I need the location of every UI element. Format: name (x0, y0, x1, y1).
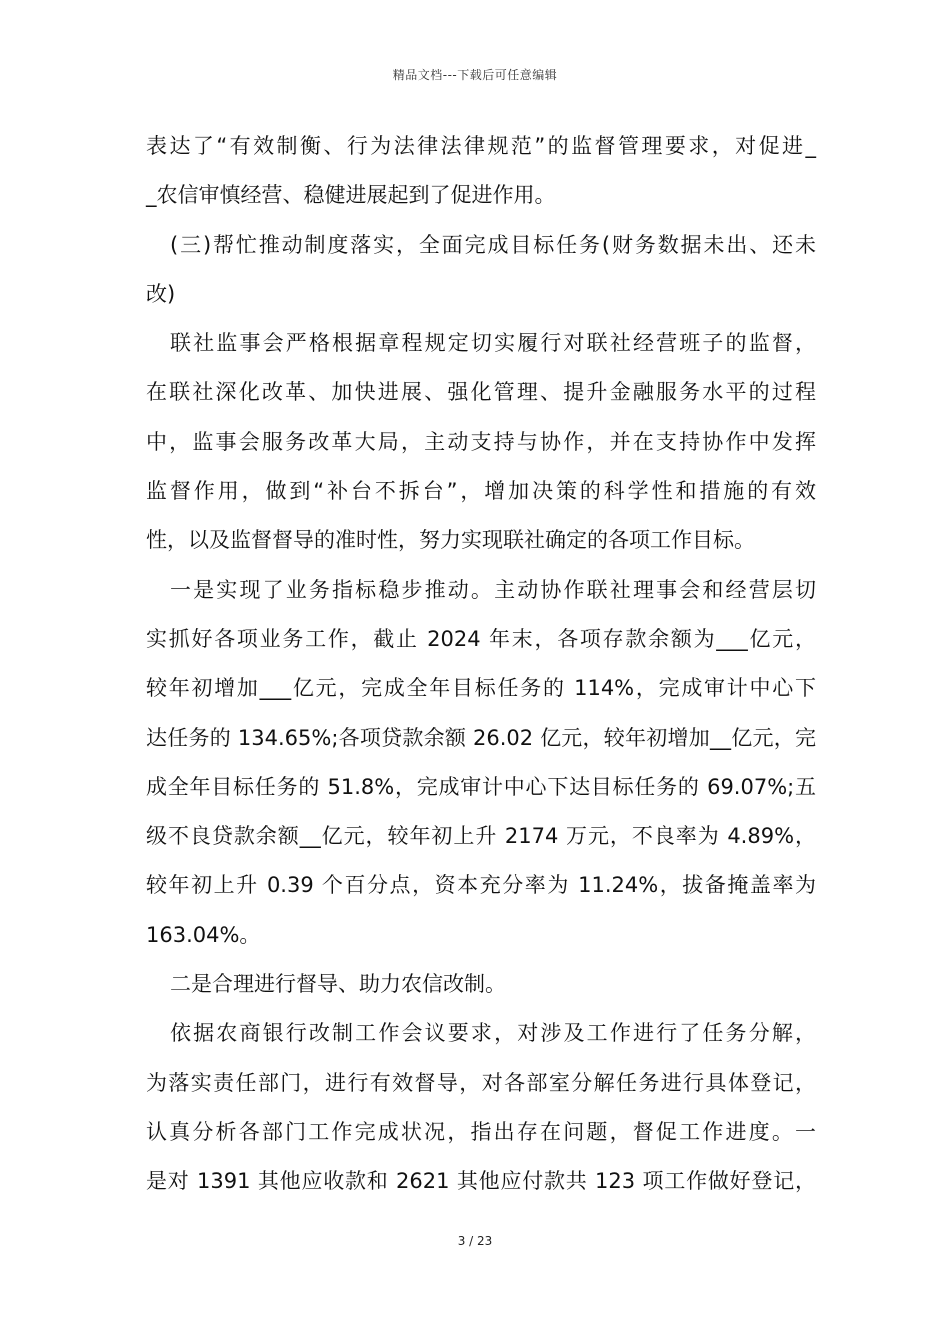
text-line: 监督作用，做到“补台不拆台”，增加决策的科学性和措施的有效 (146, 479, 816, 504)
page-header: 精品文档---下载后可任意编辑 (392, 68, 558, 82)
text-line: 依据农商银行改制工作会议要求，对涉及工作进行了任务分解， (170, 1021, 816, 1046)
text-line: 较年初上升 0.39 个百分点，资本充分率为 11.24%，拔备掩盖率为 (146, 873, 816, 898)
text-line: _农信审慎经营、稳健进展起到了促进作用。 (146, 183, 556, 208)
section-heading-line: 改) (146, 281, 176, 306)
text-line: 认真分析各部门工作完成状况，指出存在问题，督促工作进度。一 (146, 1119, 816, 1144)
section-heading-line: (三)帮忙推动制度落实，全面完成目标任务(财务数据未出、还未 (170, 232, 816, 257)
text-line: 成全年目标任务的 51.8%，完成审计中心下达目标任务的 69.07%;五 (146, 774, 816, 799)
page-number: 3 / 23 (457, 1234, 493, 1248)
text-line: 中，监事会服务改革大局，主动支持与协作，并在支持协作中发挥 (146, 429, 816, 454)
text-line: 级不良贷款余额__亿元，较年初上升 2174 万元，不良率为 4.89%， (146, 824, 816, 849)
text-line: 是对 1391 其他应收款和 2621 其他应付款共 123 项工作做好登记， (146, 1169, 816, 1194)
text-line: 达任务的 134.65%;各项贷款余额 26.02 亿元，较年初增加__亿元，完 (146, 725, 816, 750)
text-line: 在联社深化改革、加快进展、强化管理、提升金融服务水平的过程 (146, 380, 816, 405)
document-body (146, 132, 816, 1217)
text-line: 性，以及监督督导的准时性，努力实现联社确定的各项工作目标。 (146, 528, 755, 553)
text-line: 联社监事会严格根据章程规定切实履行对联社经营班子的监督， (170, 331, 816, 356)
text-line: 较年初增加___亿元，完成全年目标任务的 114%，完成审计中心下 (146, 676, 816, 701)
text-line: 二是合理进行督导、助力农信改制。 (170, 972, 506, 997)
text-line: 表达了“有效制衡、行为法律法律规范”的监督管理要求，对促进_ (146, 134, 816, 158)
text-line: 为落实责任部门，进行有效督导，对各部室分解任务进行具体登记， (146, 1070, 816, 1095)
text-line: 实抓好各项业务工作，截止 2024 年末，各项存款余额为___亿元， (146, 626, 816, 651)
text-line: 163.04%。 (146, 922, 261, 947)
text-line: 一是实现了业务指标稳步推动。主动协作联社理事会和经营层切 (170, 577, 816, 602)
